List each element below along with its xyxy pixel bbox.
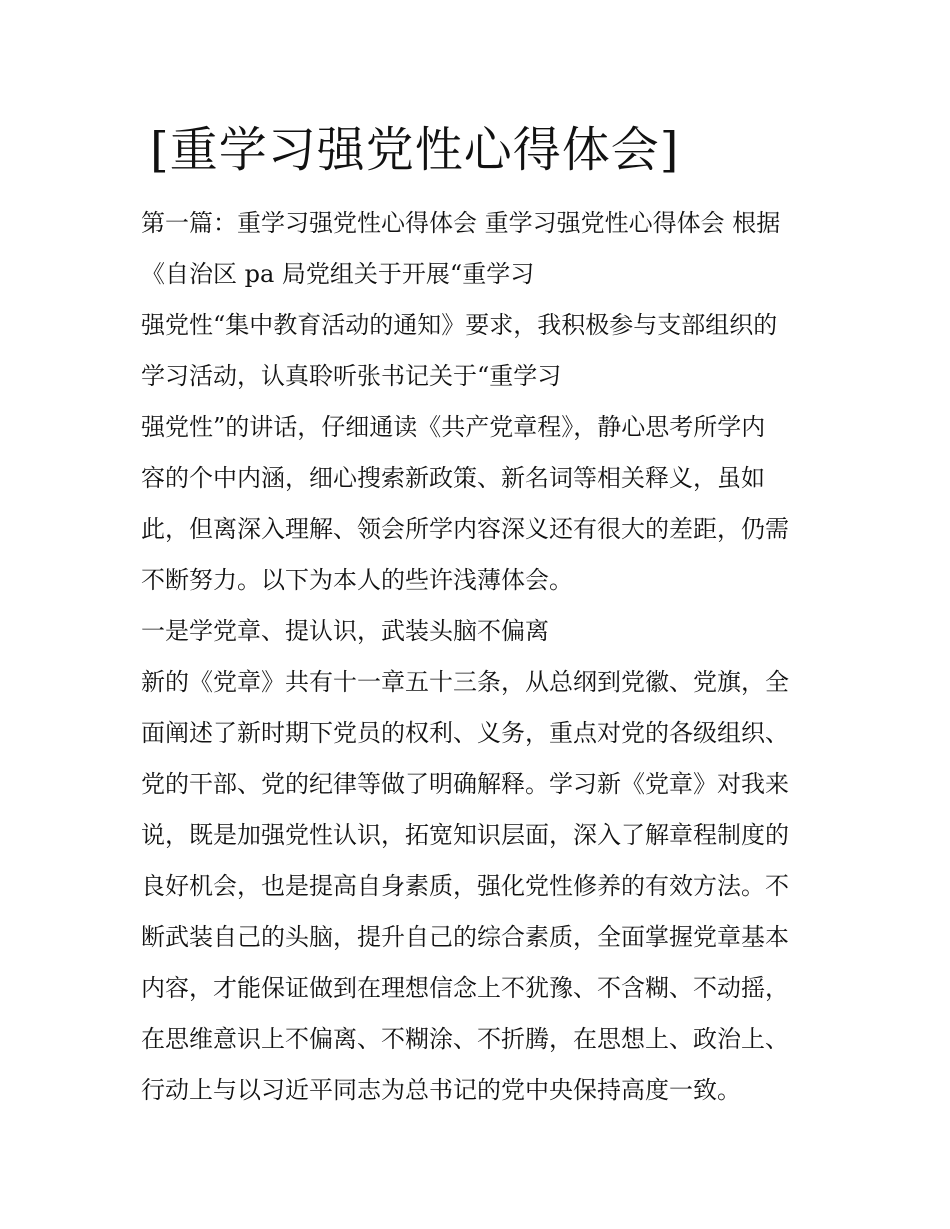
document-title: [重学习强党性心得体会] (150, 122, 680, 178)
text-line: 良好机会，也是提高自身素质，强化党性修养的有效方法。不 (141, 872, 789, 900)
text-line: 断武装自己的头脑，提升自己的综合素质，全面掌握党章基本 (141, 923, 789, 951)
document-body (141, 198, 821, 1116)
text-line: 在思维意识上不偏离、不糊涂、不折腾，在思想上、政治上、 (141, 1025, 789, 1053)
text-line: 党的干部、党的纪律等做了明确解释。学习新《党章》对我来 (141, 770, 789, 798)
text-line: 强党性”的讲话，仔细通读《共产党章程》，静心思考所学内 (141, 413, 766, 441)
text-line: 新的《党章》共有十一章五十三条，从总纲到党徽、党旗，全 (141, 668, 789, 696)
text-line: 不断努力。以下为本人的些许浅薄体会。 (141, 566, 573, 594)
section-heading: 一是学党章、提认识，武装头脑不偏离 (141, 617, 549, 645)
text-line: 说，既是加强党性认识，拓宽知识层面，深入了解章程制度的 (141, 821, 789, 849)
text-line: 强党性“集中教育活动的通知》要求，我积极参与支部组织的 (141, 311, 778, 339)
text-line: 容的个中内涵，细心搜索新政策、新名词等相关释义，虽如 (141, 464, 765, 492)
text-line: 面阐述了新时期下党员的权利、义务，重点对党的各级组织、 (141, 719, 789, 747)
text-line: 内容，才能保证做到在理想信念上不犹豫、不含糊、不动摇， (141, 974, 789, 1002)
text-line: 《自治区 pa 局党组关于开展“重学习 (141, 260, 535, 288)
text-line: 此，但离深入理解、领会所学内容深义还有很大的差距，仍需 (141, 515, 789, 543)
text-line: 学习活动，认真聆听张书记关于“重学习 (141, 362, 562, 390)
text-line: 行动上与以习近平同志为总书记的党中央保持高度一致。 (141, 1076, 741, 1104)
text-line: 第一篇：重学习强党性心得体会 重学习强党性心得体会 根据 (141, 209, 781, 237)
